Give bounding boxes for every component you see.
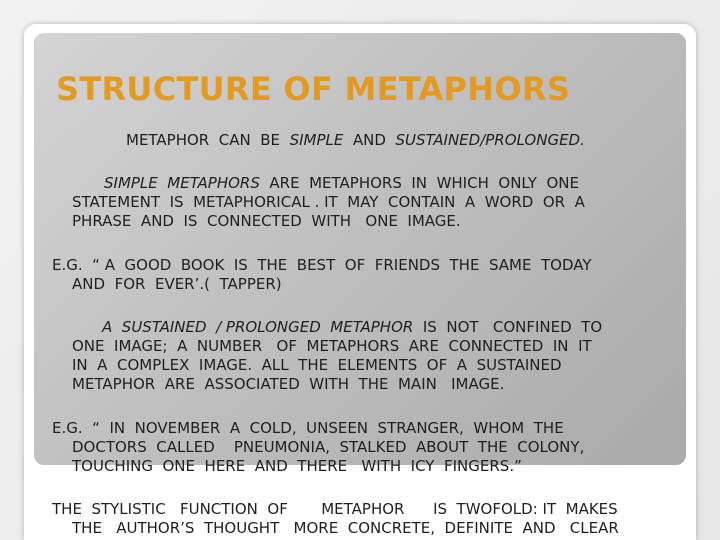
simple-para-line-2: STATEMENT IS METAPHORICAL . IT MAY CONTAIN A WORD OR A — [72, 193, 585, 211]
example-2-line-3: TOUCHING ONE HERE AND THERE WITH ICY FINGERS.” — [72, 457, 522, 475]
example-2-line-2: DOCTORS CALLED PNEUMONIA, STALKED ABOUT THE COLONY, — [72, 438, 585, 456]
slide-title: STRUCTURE OF METAPHORS — [56, 70, 571, 108]
intro-prefix: METAPHOR CAN BE — [126, 131, 290, 149]
sustained-term: A SUSTAINED / PROLONGED — [102, 318, 321, 336]
function-para-line-1: THE STYLISTIC FUNCTION OF METAPHOR IS TWOFOLD: IT MAKES — [52, 500, 618, 518]
intro-simple: SIMPLE — [289, 131, 344, 149]
sustained-para-line-2: ONE IMAGE; A NUMBER OF METAPHORS ARE CONNECTED IN IT — [72, 337, 592, 355]
sustained-para-line-3: IN A COMPLEX IMAGE. ALL THE ELEMENTS OF A SUSTAINED — [72, 356, 562, 374]
intro-line — [126, 131, 585, 150]
sustained-para-line-1-rest: IS NOT CONFINED TO — [413, 318, 603, 336]
intro-and: AND — [343, 131, 396, 149]
simple-para-line-1-rest: ARE METAPHORS IN WHICH ONLY ONE — [259, 174, 579, 192]
simple-para-line-3: PHRASE AND IS CONNECTED WITH ONE IMAGE. — [72, 212, 461, 230]
simple-metaphors-term: SIMPLE METAPHORS — [104, 174, 260, 192]
sustained-para-line-4: METAPHOR ARE ASSOCIATED WITH THE MAIN IMAGE. — [72, 375, 505, 393]
example-1-line-2: AND FOR EVER’.( TAPPER) — [72, 275, 282, 293]
sustained-para-line-1 — [102, 318, 602, 337]
sustained-gap — [321, 318, 331, 336]
simple-para-line-1 — [104, 174, 579, 193]
example-1-line-1: E.G. “ A GOOD BOOK IS THE BEST OF FRIENDS THE SAME TODAY — [52, 256, 592, 274]
example-2-line-1: E.G. “ IN NOVEMBER A COLD, UNSEEN STRANGER, WHOM THE — [52, 419, 564, 437]
function-para-line-2: THE AUTHOR’S THOUGHT MORE CONCRETE, DEFINITE AND CLEAR — [72, 519, 619, 537]
intro-sustained: SUSTAINED/PROLONGED. — [395, 131, 585, 149]
metaphor-term: METAPHOR — [330, 318, 414, 336]
